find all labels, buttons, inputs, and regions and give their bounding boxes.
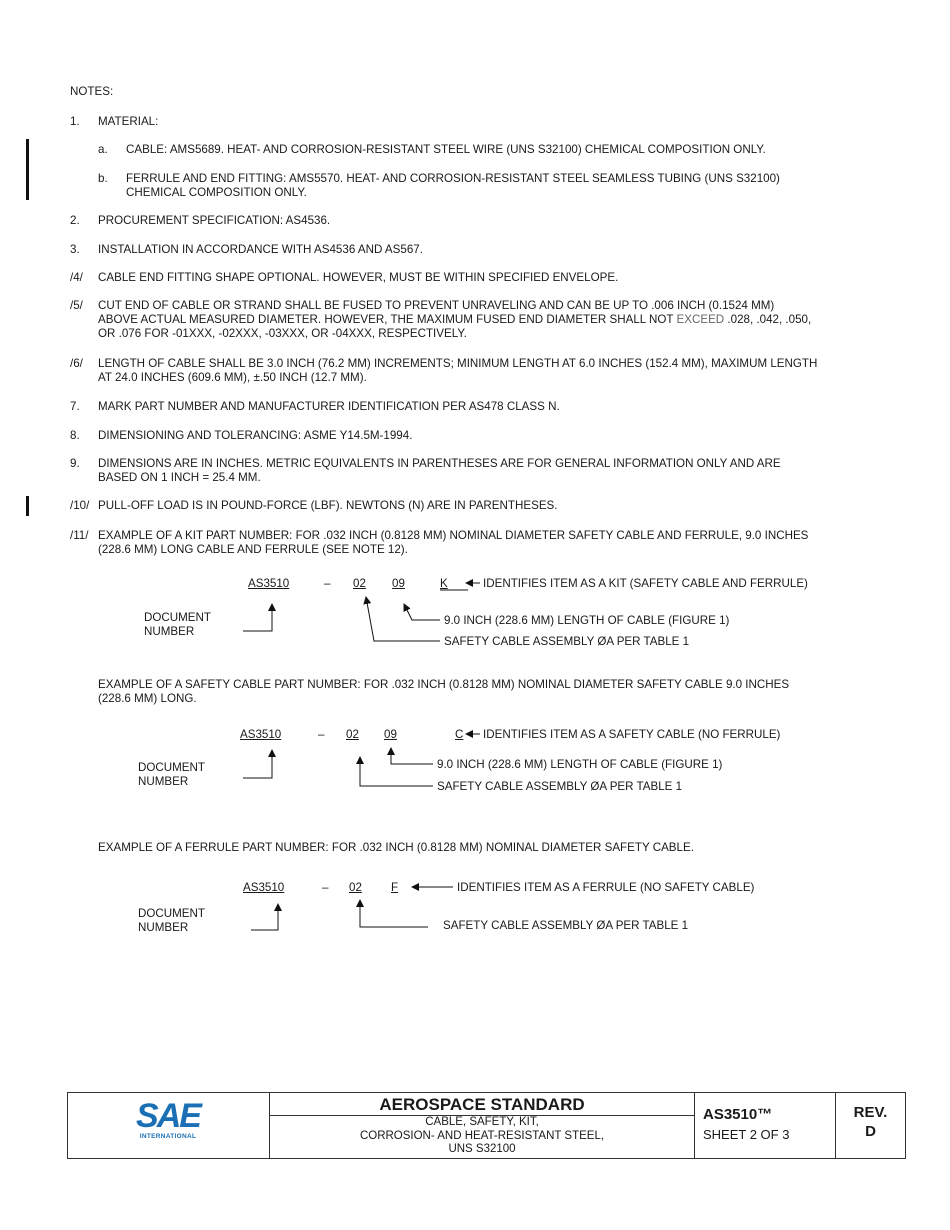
cable-size-label: SAFETY CABLE ASSEMBLY ØA PER TABLE 1 [437,780,683,793]
sae-logo-cell [68,1093,270,1158]
cable-length-label: 9.0 INCH (228.6 MM) LENGTH OF CABLE (FIGURE 1) [437,758,723,771]
kit-length-label: 9.0 INCH (228.6 MM) LENGTH OF CABLE (FIGURE 1) [444,614,730,627]
ferrule-suffix-code: F [391,881,399,894]
kit-dash: – [324,577,331,590]
note-8-text: DIMENSIONING AND TOLERANCING: ASME Y14.5M-1994. [98,429,413,442]
kit-suffix-code: K [440,577,448,590]
ferrule-size-code: 02 [349,881,362,894]
note-6-number: /6/ [70,357,83,370]
revision-label: REV. [853,1104,888,1121]
cable-size-code: 02 [346,728,359,741]
note-7-number: 7. [70,400,80,413]
ferrule-doc-code: AS3510 [243,881,285,894]
cable-size-leader [360,757,433,786]
note-1a-text: CABLE: AMS5689. HEAT- AND CORROSION-RESISTANT STEEL WIRE (UNS S32100) CHEMICAL COMPOSITION ONLY. [126,143,766,156]
note-5-text: CUT END OF CABLE OR STRAND SHALL BE FUSED TO PREVENT UNRAVELING AND CAN BE UP TO .006 INCH (0.1524 MM) ABOVE ACTUAL MEASURED DIAMETER. HOWEVER, THE MAXIMUM FUSED END DIAMETER SHALL NOT EXCEED .028, .042, .050, OR .076 FOR -01XXX, -02XXX, -03XXX, OR -04XXX, RESPECTIVELY. [98,299,812,340]
note-1-number: 1. [70,115,80,128]
note-3-number: 3. [70,243,80,256]
note-7-text: MARK PART NUMBER AND MANUFACTURER IDENTIFICATION PER AS478 CLASS N. [98,400,560,413]
cable-dash: – [318,728,325,741]
note-9-text: DIMENSIONS ARE IN INCHES. METRIC EQUIVALENTS IN PARENTHESES ARE FOR GENERAL INFORMATION ONLY AND ARE BASED ON 1 INCH = 25.4 MM. [98,457,781,484]
ferrule-size-leader [360,900,428,927]
notes-heading: NOTES: [70,85,114,98]
note-1b-text: FERRULE AND END FITTING: AMS5570. HEAT- AND CORROSION-RESISTANT STEEL SEAMLESS TUBING (UNS S32100) CHEMICAL COMPOSITION ONLY. [126,172,780,199]
note-1a-number: a. [98,143,108,156]
ferrule-dash: – [322,881,329,894]
kit-size-leader [366,597,440,641]
revision-value: D [865,1123,876,1140]
kit-doc-leader [243,604,272,631]
title-block [67,1092,906,1159]
ferrule-example-text: EXAMPLE OF A FERRULE PART NUMBER: FOR .032 INCH (0.8128 MM) NOMINAL DIAMETER SAFETY CABLE. [98,841,694,854]
cable-length-leader [391,748,433,764]
document-title: CABLE, SAFETY, KIT, CORROSION- AND HEAT-RESISTANT STEEL, UNS S32100 [359,1116,605,1155]
note-3-text: INSTALLATION IN ACCORDANCE WITH AS4536 AND AS567. [98,243,423,256]
note-4-number: /4/ [70,271,83,284]
cable-suffix-code: C [455,728,464,741]
ferrule-doc-label: DOCUMENT NUMBER [138,907,205,934]
standard-type: AEROSPACE STANDARD [270,1093,694,1116]
note-10-text: PULL-OFF LOAD IS IN POUND-FORCE (LBF). NEWTONS (N) ARE IN PARENTHESES. [98,499,558,512]
note-9-number: 9. [70,457,80,470]
cable-doc-label: DOCUMENT NUMBER [138,761,205,788]
cable-doc-leader [243,750,272,778]
cable-doc-code: AS3510 [240,728,282,741]
note-2-text: PROCUREMENT SPECIFICATION: AS4536. [98,214,331,227]
kit-suffix-label: IDENTIFIES ITEM AS A KIT (SAFETY CABLE AND FERRULE) [483,577,808,590]
note-11-number: /11/ [70,529,89,542]
cable-example-text: EXAMPLE OF A SAFETY CABLE PART NUMBER: FOR .032 INCH (0.8128 MM) NOMINAL DIAMETER SAFETY CABLE 9.0 INCHES (228.6 MM) LONG. [98,678,790,705]
ferrule-doc-leader [251,904,278,930]
ferrule-suffix-label: IDENTIFIES ITEM AS A FERRULE (NO SAFETY CABLE) [457,881,755,894]
kit-doc-label: DOCUMENT NUMBER [144,611,211,638]
note-2-number: 2. [70,214,80,227]
cable-suffix-label: IDENTIFIES ITEM AS A SAFETY CABLE (NO FERRULE) [483,728,781,741]
note-10-number: /10/ [70,499,90,512]
sae-logo: SAE INTERNATIONAL [136,1097,200,1140]
note-1b-number: b. [98,172,108,185]
sheet-number: SHEET 2 OF 3 [703,1127,790,1142]
note-1-text: MATERIAL: [98,115,159,128]
revision-cell [836,1093,905,1158]
note-8-number: 8. [70,429,80,442]
ferrule-size-label: SAFETY CABLE ASSEMBLY ØA PER TABLE 1 [443,919,689,932]
kit-doc-code: AS3510 [248,577,290,590]
kit-size-label: SAFETY CABLE ASSEMBLY ØA PER TABLE 1 [444,635,690,648]
note-4-text: CABLE END FITTING SHAPE OPTIONAL. HOWEVER, MUST BE WITHIN SPECIFIED ENVELOPE. [98,271,619,284]
note-11-text: EXAMPLE OF A KIT PART NUMBER: FOR .032 INCH (0.8128 MM) NOMINAL DIAMETER SAFETY CABLE AND FERRULE, 9.0 INCHES (228.6 MM) LONG CABLE AND FERRULE (SEE NOTE 12). [98,529,809,556]
doc-number-cell [695,1093,836,1158]
cable-length-code: 09 [384,728,397,741]
kit-size-code: 02 [353,577,366,590]
kit-length-leader [404,604,440,620]
note-5-number: /5/ [70,299,83,312]
title-cell [270,1093,695,1158]
note-6-text: LENGTH OF CABLE SHALL BE 3.0 INCH (76.2 MM) INCREMENTS; MINIMUM LENGTH AT 6.0 INCHES (152.4 MM), MAXIMUM LENGTH AT 24.0 INCHES (609.6 MM), ±.50 INCH (12.7 MM). [98,357,818,384]
doc-number: AS3510™ [703,1106,773,1123]
kit-length-code: 09 [392,577,405,590]
